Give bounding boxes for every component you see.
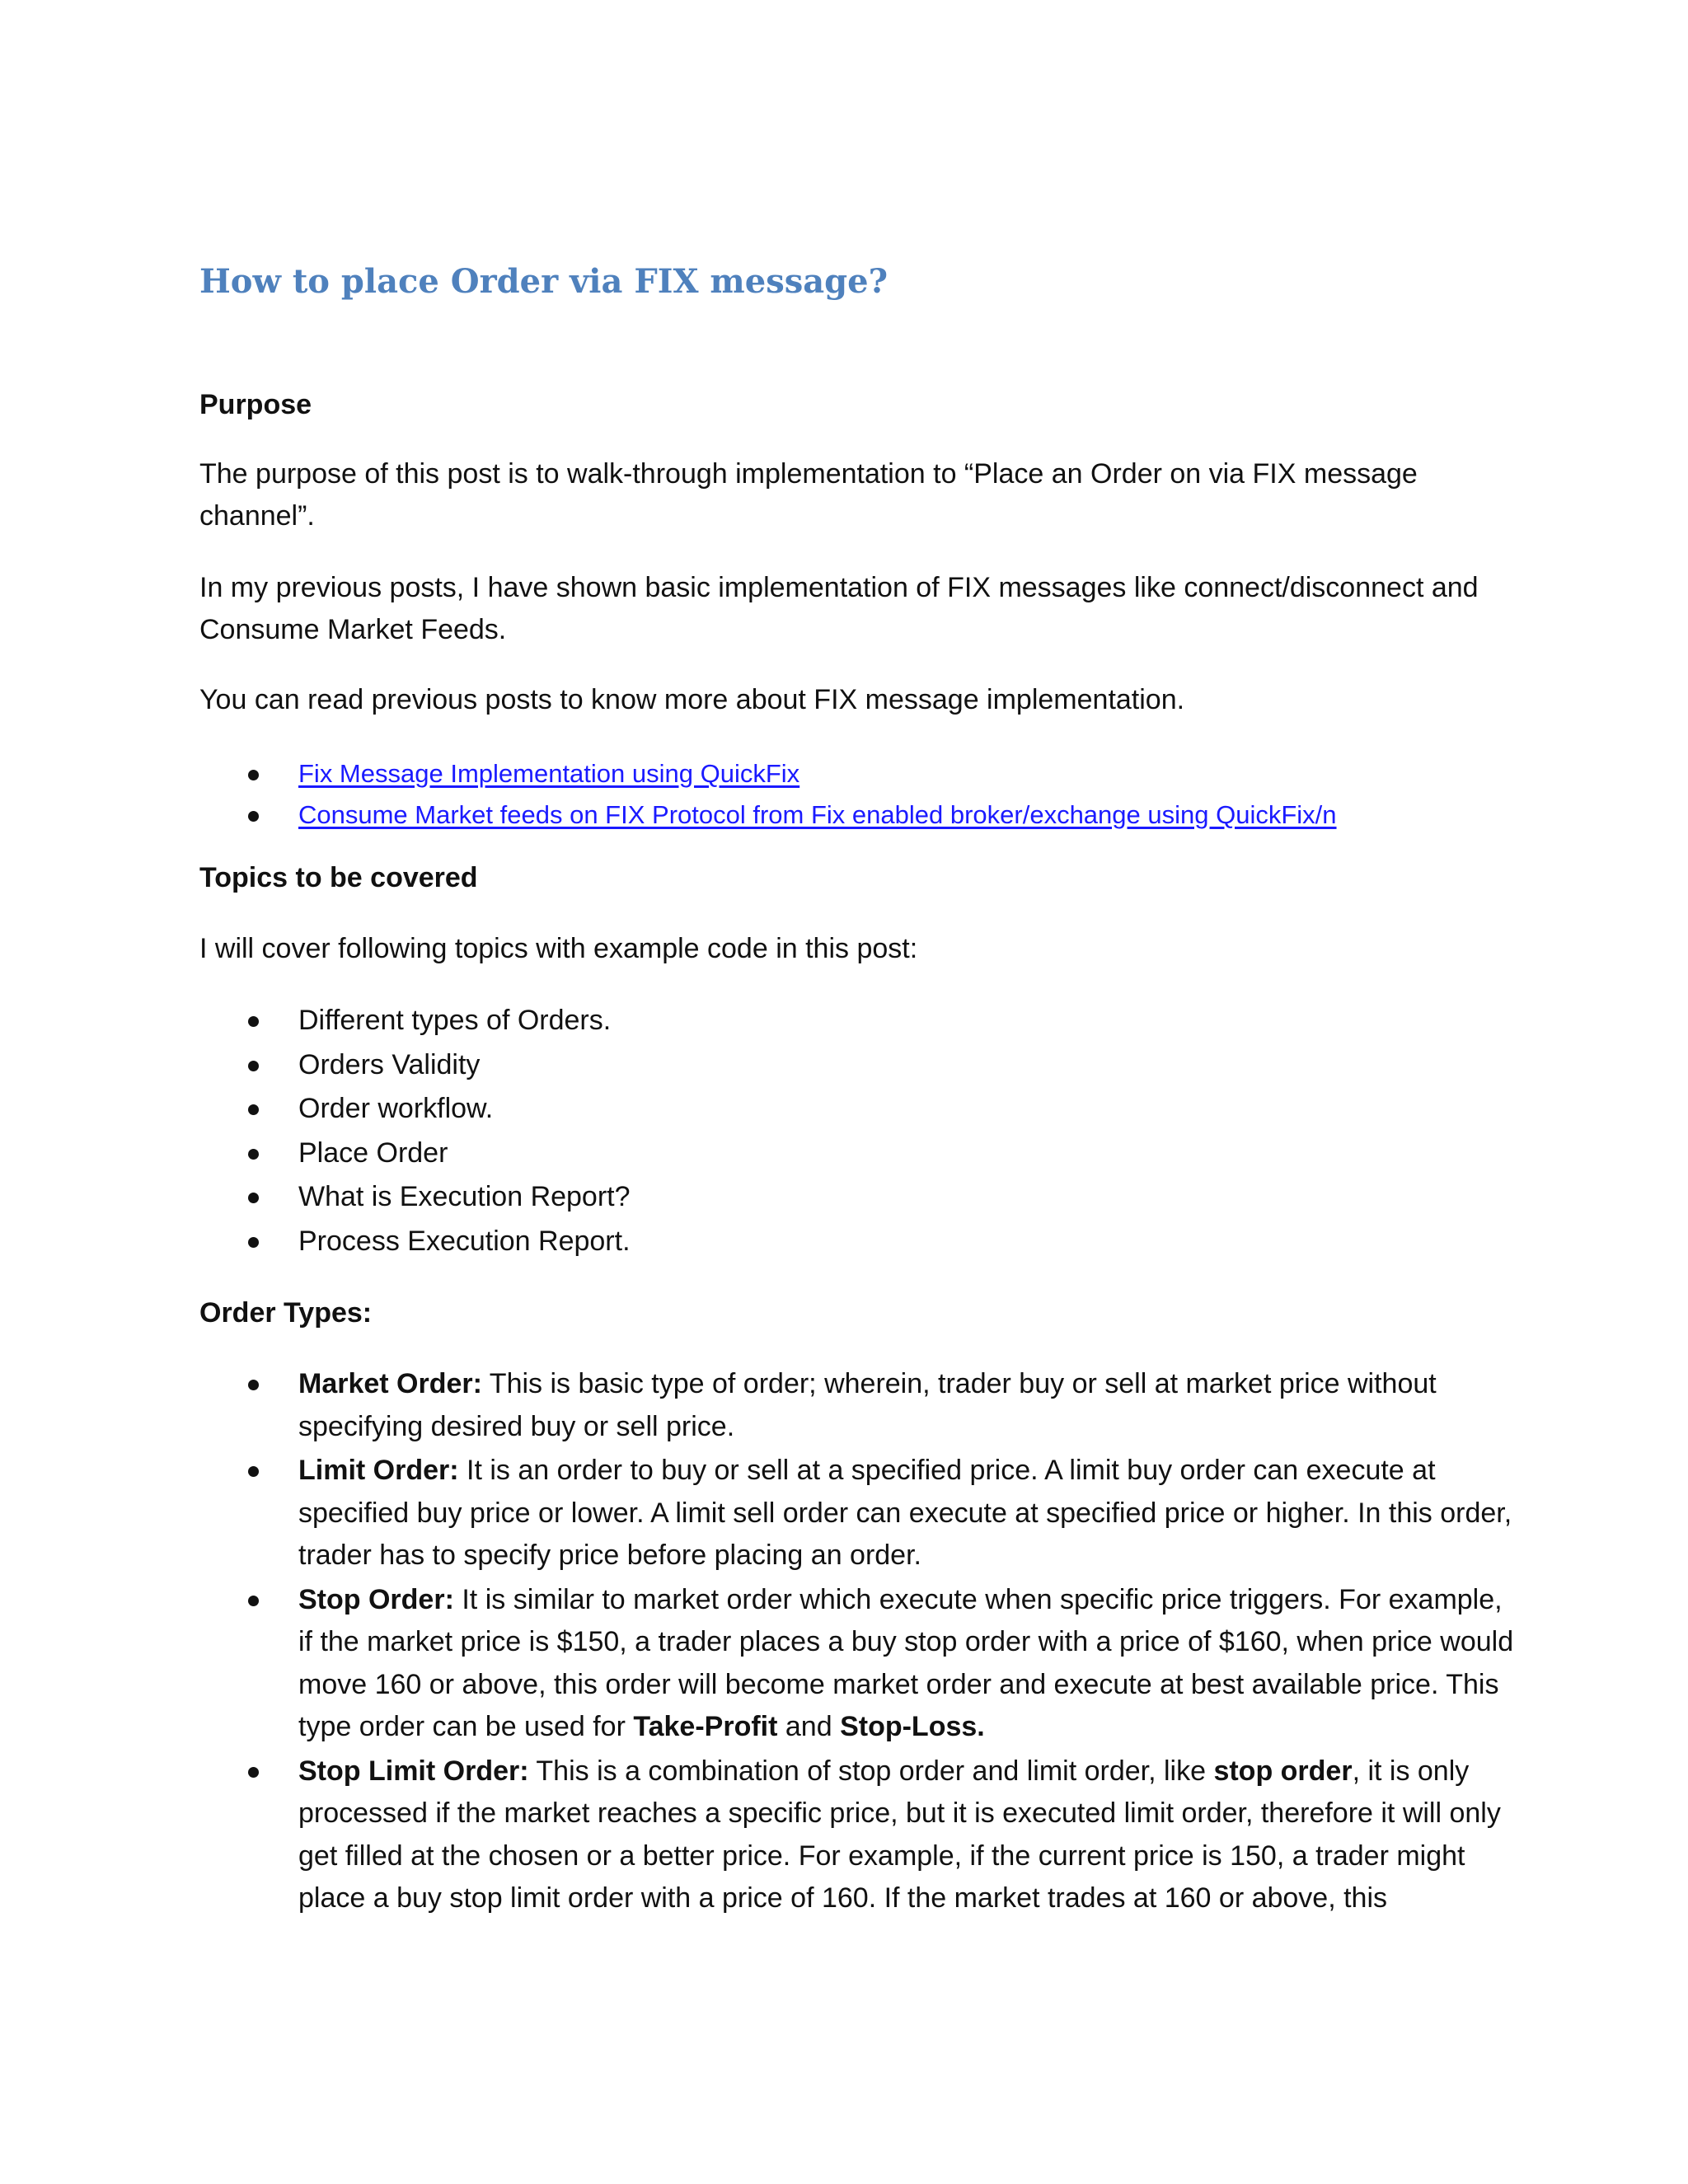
bullet-icon	[248, 770, 259, 780]
order-type-description: This is basic type of order; wherein, trader buy or sell at market price without specifying desired buy or sell price.	[298, 1368, 1437, 1442]
topics-intro: I will cover following topics with example code in this post:	[199, 933, 918, 964]
order-type-label: Market Order:	[298, 1368, 482, 1399]
order-types-list	[199, 1363, 1518, 1922]
bullet-icon	[248, 1380, 259, 1390]
order-type-label: Stop Limit Order:	[298, 1755, 529, 1787]
order-type-limit	[199, 1450, 1518, 1577]
previous-posts-list	[199, 753, 1518, 836]
bullet-icon	[248, 1466, 259, 1477]
order-types-heading: Order Types:	[199, 1297, 373, 1329]
purpose-paragraph-2: In my previous posts, I have shown basic implementation of FIX messages like connect/disconnect and Consume Market Feeds.	[199, 572, 1479, 645]
list-item	[199, 753, 1518, 794]
link-consume-market-feeds[interactable]: Consume Market feeds on FIX Protocol from Fix enabled broker/exchange using QuickFix/n	[298, 800, 1337, 829]
list-item	[199, 1175, 1518, 1220]
link-fix-message-implementation[interactable]: Fix Message Implementation using QuickFix	[298, 759, 800, 788]
order-type-description: It is similar to market order which execute when specific price triggers. For example, if the market price is $150, a trader places a buy stop order with a price of $160, when price would move 160 or above, this order will become market order and execute at best available price. This type order can be used for	[298, 1583, 1514, 1742]
bullet-icon	[248, 811, 259, 822]
list-item	[199, 1132, 1518, 1176]
topic-item-label: Place Order	[298, 1137, 448, 1169]
topic-item-label: Different types of Orders.	[298, 1005, 612, 1036]
topics-heading: Topics to be covered	[199, 862, 478, 893]
purpose-paragraph-1: The purpose of this post is to walk-through implementation to “Place an Order on via FIX message channel”.	[199, 458, 1418, 532]
conjunction-text: and	[777, 1711, 841, 1742]
stop-loss-term: Stop-Loss.	[840, 1711, 985, 1742]
bullet-icon	[248, 1061, 259, 1071]
list-item	[199, 999, 1518, 1043]
purpose-paragraph-3: You can read previous posts to know more about FIX message implementation.	[199, 684, 1185, 715]
order-type-stop	[199, 1579, 1518, 1749]
topic-item-label: What is Execution Report?	[298, 1181, 631, 1212]
bullet-icon	[248, 1193, 259, 1203]
list-item	[199, 1043, 1518, 1088]
list-item	[199, 1087, 1518, 1132]
topic-item-label: Orders Validity	[298, 1048, 481, 1080]
topic-item-label: Process Execution Report.	[298, 1225, 631, 1257]
bullet-icon	[248, 1237, 259, 1248]
topic-item-label: Order workflow.	[298, 1093, 494, 1124]
take-profit-term: Take-Profit	[633, 1711, 778, 1742]
bullet-icon	[248, 1596, 259, 1606]
bullet-icon	[248, 1149, 259, 1160]
order-type-stop-limit	[199, 1750, 1518, 1920]
order-type-description: This is a combination of stop order and limit order, like	[528, 1755, 1214, 1787]
order-type-market	[199, 1363, 1518, 1448]
order-type-description: It is an order to buy or sell at a specified price. A limit buy order can execute at specified buy price or lower. A limit sell order can execute at specified price or higher. In this order, trader has to specify price before placing an order.	[298, 1455, 1512, 1571]
order-type-description-continued: , it is only processed if the market reaches a specific price, but it is executed limit order, therefore it will only get filled at the chosen or a better price. For example, if the current price is 150, a trader might place a buy stop limit order with a price of 160. If the market trades at 160 or above, this	[298, 1755, 1501, 1914]
list-item	[199, 1220, 1518, 1264]
topics-list	[199, 999, 1518, 1263]
list-item	[199, 794, 1518, 836]
bullet-icon	[248, 1104, 259, 1115]
purpose-heading: Purpose	[199, 389, 312, 420]
order-type-label: Limit Order:	[298, 1455, 459, 1486]
bullet-icon	[248, 1767, 259, 1778]
page-title: How to place Order via FIX message?	[199, 262, 888, 301]
order-type-label: Stop Order:	[298, 1583, 454, 1615]
stop-order-term: stop order	[1213, 1755, 1353, 1787]
bullet-icon	[248, 1016, 259, 1027]
